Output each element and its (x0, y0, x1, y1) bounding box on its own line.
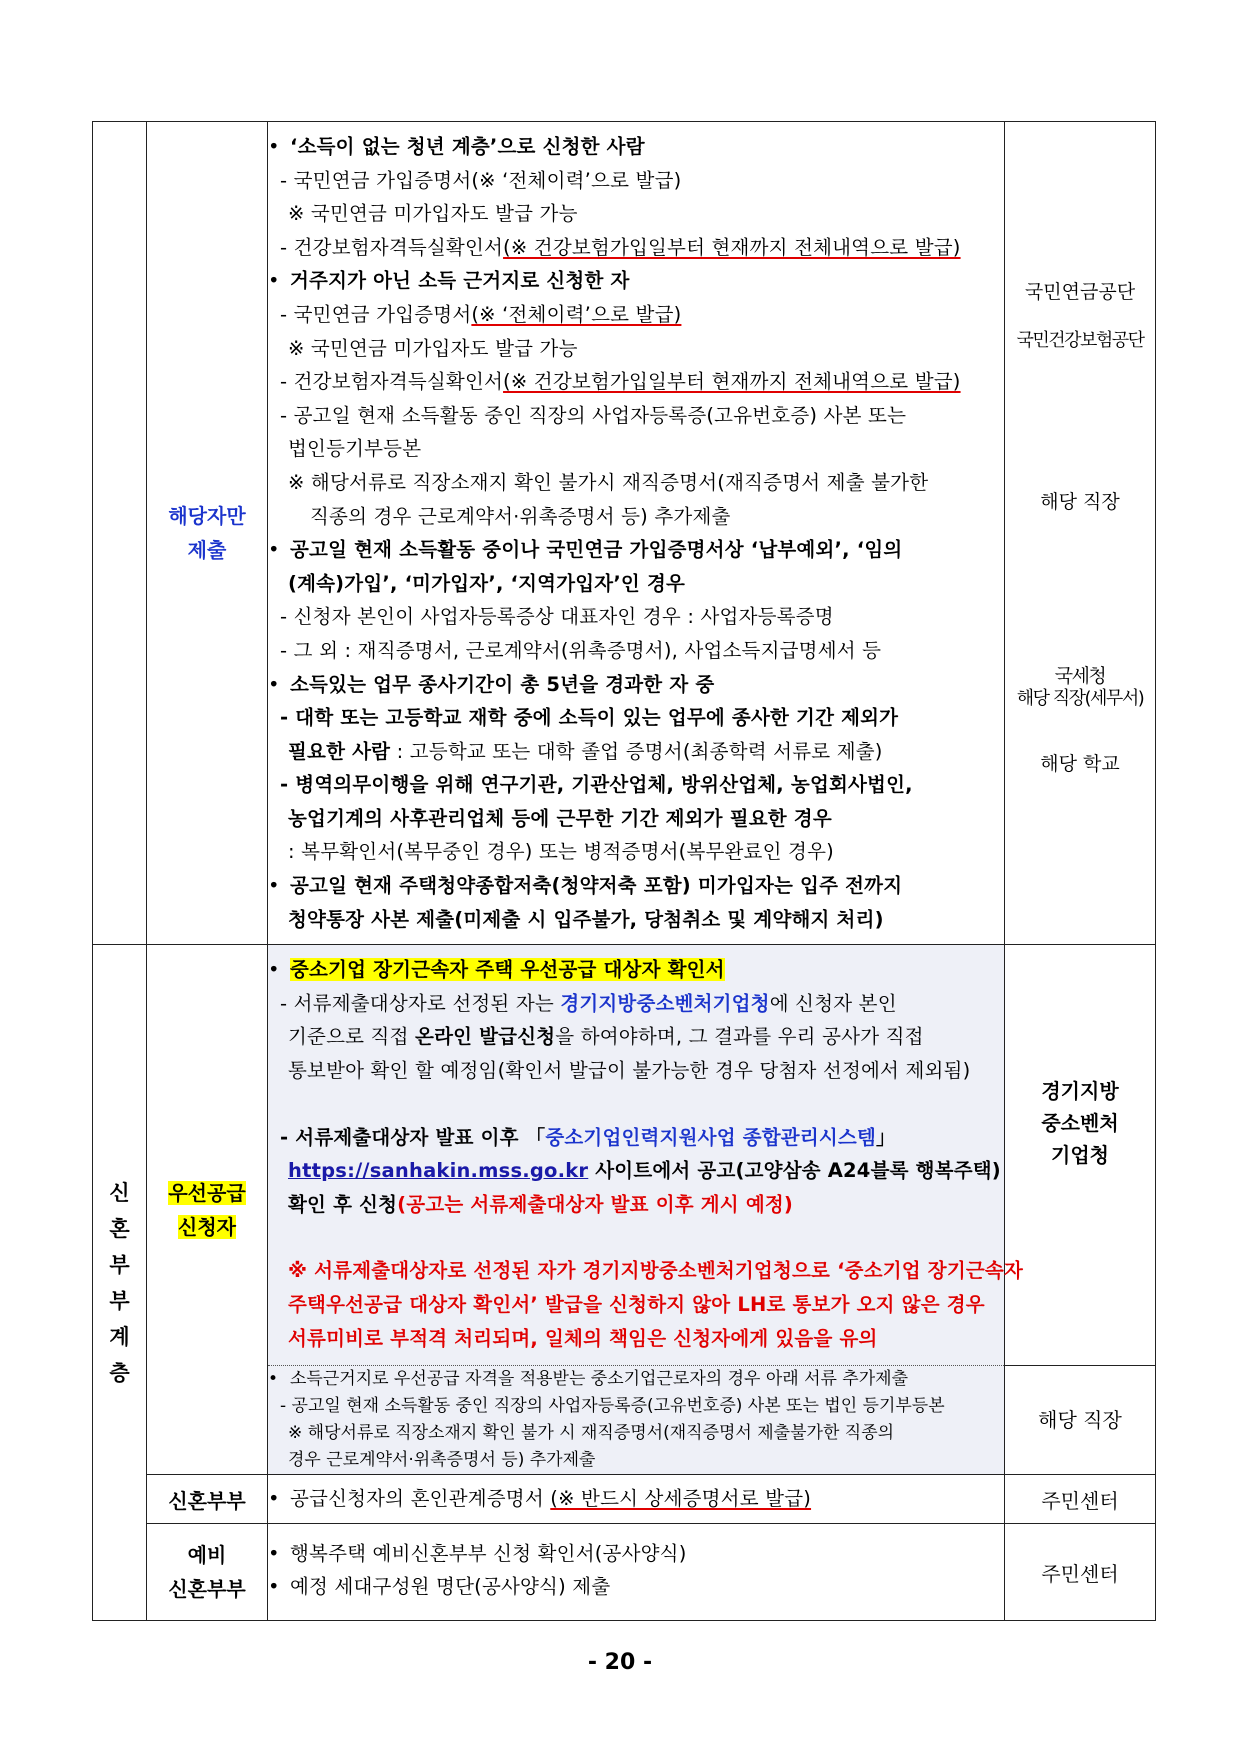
category-line: 우선공급 (168, 1180, 246, 1205)
bullet-icon: • (268, 1575, 280, 1599)
vertical-char: 신 (109, 1180, 130, 1205)
document-table (92, 121, 1156, 1621)
vertical-label (93, 1175, 146, 1391)
text-line (268, 130, 1004, 164)
bullet-icon: • (268, 1541, 280, 1565)
text-segment: 직종의 경우 근로계약서·위촉증명서 등) 추가제출 (310, 504, 731, 528)
text-line (268, 1393, 1004, 1420)
text-line (268, 567, 1004, 601)
text-line (268, 835, 1004, 869)
text-line (268, 264, 1004, 298)
bullet-icon: • (268, 672, 280, 696)
bullet-icon: • (268, 1487, 280, 1511)
text-segment: - 서류제출대상자 발표 이후 「 (280, 1125, 546, 1149)
text-segment: 공고일 현재 소득활동 중이나 국민연금 가입증명서상 ‘납부예외’, ‘임의 (290, 538, 903, 562)
text-segment: 중소기업인력지원사업 종합관리시스템 (545, 1125, 876, 1149)
text-segment: ※ 국민연금 미가입자도 발급 가능 (288, 202, 578, 226)
content-lines (268, 1537, 1004, 1604)
source-cell (1005, 945, 1156, 1366)
vertical-char: 층 (109, 1360, 130, 1385)
text-segment: - 국민연금 가입증명서 (280, 302, 472, 326)
bullet-icon: • (268, 874, 280, 898)
source-label: 해당 직장 (1038, 1407, 1122, 1432)
text-line (268, 466, 1004, 500)
vertical-char: 부 (109, 1288, 130, 1313)
text-line (268, 701, 1004, 735)
text-line (268, 1537, 1004, 1571)
text-line (268, 1322, 1004, 1356)
source-label: 국민건강보험공단 (1016, 330, 1144, 352)
source-cell (1005, 1524, 1156, 1621)
source-label: 해당 직장(세무서) (1016, 688, 1144, 710)
text-segment: 서류미비로 부적격 처리되며, 일체의 책임은 신청자에게 있음을 유의 (288, 1326, 878, 1350)
text-line (268, 1020, 1004, 1054)
vertical-char: 혼 (109, 1216, 130, 1241)
text-line (268, 399, 1004, 433)
content-lines (268, 130, 1004, 936)
text-segment: (※ 건강보험가입일부터 현재까지 전체내역으로 발급) (503, 235, 961, 259)
text-segment: - 병역의무이행을 위해 연구기관, 기관산업체, 방위산업체, 농업회사법인, (280, 773, 913, 797)
vertical-char: 계 (109, 1324, 130, 1349)
text-segment: 공급신청자의 혼인관계증명서 (290, 1487, 551, 1511)
text-segment: (계속)가입’, ‘미가입자’, ‘지역가입자’인 경우 (288, 571, 686, 595)
source-label: 해당 직장 (1040, 491, 1120, 514)
text-line (268, 1420, 1004, 1447)
source-label: 국민연금공단 (1024, 281, 1136, 304)
source-label: 국세청 (1054, 665, 1106, 688)
text-segment: 에 신청자 본인 (769, 991, 897, 1015)
text-line (268, 953, 1004, 987)
source-cell (1005, 122, 1156, 945)
text-line (268, 1054, 1004, 1088)
category-line: 예비 (187, 1543, 227, 1568)
text-segment: 을 하여야하며, 그 결과를 우리 공사가 직접 (555, 1025, 924, 1049)
text-segment: - 신청자 본인이 사업자등록증상 대표자인 경우 : 사업자등록증명 (280, 605, 834, 629)
category-cell (147, 945, 268, 1475)
text-line (268, 1254, 1023, 1288)
category-line: 신혼부부 (168, 1577, 246, 1602)
text-line (268, 231, 1004, 265)
bullet-icon: • (268, 958, 280, 982)
text-line (268, 735, 1004, 769)
text-line (268, 1447, 1004, 1474)
text-line (268, 533, 1004, 567)
text-segment: 」 (875, 1125, 896, 1149)
text-line (268, 1088, 1004, 1121)
content-cell (268, 945, 1023, 1366)
text-line (268, 903, 1004, 937)
text-line (268, 365, 1004, 399)
text-segment: - 공고일 현재 소득활동 중인 직장의 사업자등록증(고유번호증) 사본 또는 (280, 403, 907, 427)
row-priority (93, 945, 1156, 1366)
text-segment: 경기지방중소벤처기업청 (560, 991, 770, 1015)
text-segment: 소득근거지로 우선공급 자격을 적용받는 중소기업근로자의 경우 아래 서류 추가제출 (290, 1369, 908, 1390)
text-line (268, 432, 1004, 466)
text-segment: 필요한 사람 (288, 739, 391, 763)
text-line (268, 1121, 1004, 1155)
text-line (268, 332, 1004, 366)
row-newlywed (93, 1475, 1156, 1524)
text-segment: 온라인 발급신청 (415, 1025, 556, 1049)
text-segment: ※ 국민연금 미가입자도 발급 가능 (288, 336, 578, 360)
text-segment: ※ 해당서류로 직장소재지 확인 불가 시 재직증명서(재직증명서 제출불가한 직종의 (288, 1423, 895, 1444)
text-segment: 기준으로 직접 (288, 1025, 416, 1049)
text-segment: (※ 건강보험가입일부터 현재까지 전체내역으로 발급) (503, 370, 961, 394)
text-line (268, 802, 1004, 836)
text-segment: - 국민연금 가입증명서(※ ‘전체이력’으로 발급) (280, 168, 682, 192)
text-segment: 행복주택 예비신혼부부 신청 확인서(공사양식) (290, 1541, 687, 1565)
text-segment: - 서류제출대상자로 선정된 자는 (280, 991, 561, 1015)
text-segment: 사이트에서 공고(고양삼송 A24블록 행복주택) (588, 1159, 1001, 1183)
text-line (268, 1188, 1004, 1222)
text-line (268, 1570, 1004, 1604)
text-segment: - 대학 또는 고등학교 재학 중에 소득이 있는 업무에 종사한 기간 제외가 (280, 706, 899, 730)
bullet-icon: • (268, 538, 280, 562)
text-segment: ‘소득이 없는 청년 계층’으로 신청한 사람 (290, 135, 645, 158)
text-line (268, 500, 1004, 534)
text-line (268, 668, 1004, 702)
content-cell (268, 1524, 1005, 1621)
text-line (268, 298, 1004, 332)
text-line (268, 987, 1004, 1021)
page-number: - 20 - (587, 1650, 653, 1675)
text-segment: 농업기계의 사후관리업체 등에 근무한 기간 제외가 필요한 경우 (288, 806, 832, 830)
bullet-icon: • (268, 135, 280, 158)
text-segment: - 건강보험자격득실확인서 (280, 370, 504, 394)
text-segment: 법인등기부등본 (288, 437, 422, 461)
text-segment: (공고는 서류제출대상자 발표 이후 게시 예정) (397, 1192, 794, 1216)
vertical-category-cell (93, 945, 147, 1621)
category-label: 해당자만 제출 (168, 504, 246, 563)
website-link[interactable]: https://sanhakin.mss.go.kr (288, 1159, 589, 1183)
category-cell (147, 1475, 268, 1524)
bullet-icon: • (268, 269, 280, 293)
text-segment: 거주지가 아닌 소득 근거지로 신청한 자 (290, 269, 630, 293)
source-label: 경기지방 중소벤처 기업청 (1041, 1079, 1119, 1168)
text-line (268, 768, 1004, 802)
content-cell (268, 122, 1005, 945)
blank-cell (93, 122, 147, 945)
row-prenewlywed (93, 1524, 1156, 1621)
text-segment: 소득있는 업무 종사기간이 총 5년을 경과한 자 중 (290, 672, 715, 696)
text-segment: 통보받아 확인 할 예정임(확인서 발급이 불가능한 경우 당첨자 선정에서 제외됨) (288, 1059, 971, 1083)
text-segment: - 공고일 현재 소득활동 중인 직장의 사업자등록증(고유번호증) 사본 또는 법인 등기부등본 (280, 1396, 945, 1417)
text-line (268, 1154, 1004, 1188)
text-segment: 중소기업 장기근속자 주택 우선공급 대상자 확인서 (290, 958, 725, 982)
text-line (268, 869, 1004, 903)
text-line (268, 197, 1004, 231)
text-line (268, 600, 1004, 634)
text-segment: 확인 후 신청 (288, 1192, 398, 1216)
content-lines (268, 1366, 1004, 1474)
text-line (268, 1482, 1004, 1516)
category-line: 신청자 (178, 1214, 236, 1239)
text-segment: ※ 해당서류로 직장소재지 확인 불가시 재직증명서(재직증명서 제출 불가한 (288, 470, 929, 494)
row-youth (93, 122, 1156, 945)
source-label: 주민센터 (1041, 1561, 1119, 1586)
content-lines (268, 953, 1023, 1355)
vertical-char: 부 (109, 1252, 130, 1277)
source-cell (1005, 1475, 1156, 1524)
text-segment: (※ ‘전체이력’으로 발급) (471, 302, 682, 326)
text-segment: : 고등학교 또는 대학 졸업 증명서(최종학력 서류로 제출) (390, 739, 883, 763)
text-line (268, 1221, 1004, 1254)
source-cell (1005, 1366, 1156, 1475)
text-segment: 공고일 현재 주택청약종합저축(청약저축 포함) 미가입자는 입주 전까지 (290, 874, 903, 898)
source-label: 해당 학교 (1040, 753, 1120, 776)
text-segment: ※ 서류제출대상자로 선정된 자가 경기지방중소벤처기업청으로 ‘중소기업 장기근속자 (288, 1259, 1023, 1283)
category-label: 신혼부부 (168, 1488, 246, 1513)
text-segment: 청약통장 사본 제출(미제출 시 입주불가, 당첨취소 및 계약해지 처리) (288, 907, 884, 931)
content-lines (268, 1482, 1004, 1516)
text-segment: 예정 세대구성원 명단(공사양식) 제출 (290, 1575, 611, 1599)
text-segment: 경우 근로계약서·위촉증명서 등) 추가제출 (288, 1450, 596, 1471)
text-segment: : 복무확인서(복무중인 경우) 또는 병적증명서(복무완료인 경우) (288, 840, 834, 864)
text-segment: 주택우선공급 대상자 확인서’ 발급을 신청하지 않아 LH로 통보가 오지 않은 경우 (288, 1293, 985, 1316)
content-cell (268, 1475, 1005, 1524)
category-label (147, 1176, 267, 1244)
text-line (268, 1366, 1004, 1393)
text-line (268, 1288, 1004, 1322)
category-cell (147, 1524, 268, 1621)
source-label: 주민센터 (1041, 1488, 1119, 1513)
text-segment: - 그 외 : 재직증명서, 근로계약서(위촉증명서), 사업소득지급명세서 등 (280, 638, 882, 662)
content-cell (268, 1366, 1005, 1475)
text-segment: (※ 반드시 상세증명서로 발급) (550, 1487, 812, 1511)
category-cell (147, 122, 268, 945)
text-segment: - 건강보험자격득실확인서 (280, 235, 504, 259)
bullet-icon: • (268, 1369, 279, 1390)
text-line (268, 634, 1004, 668)
text-line (268, 164, 1004, 198)
